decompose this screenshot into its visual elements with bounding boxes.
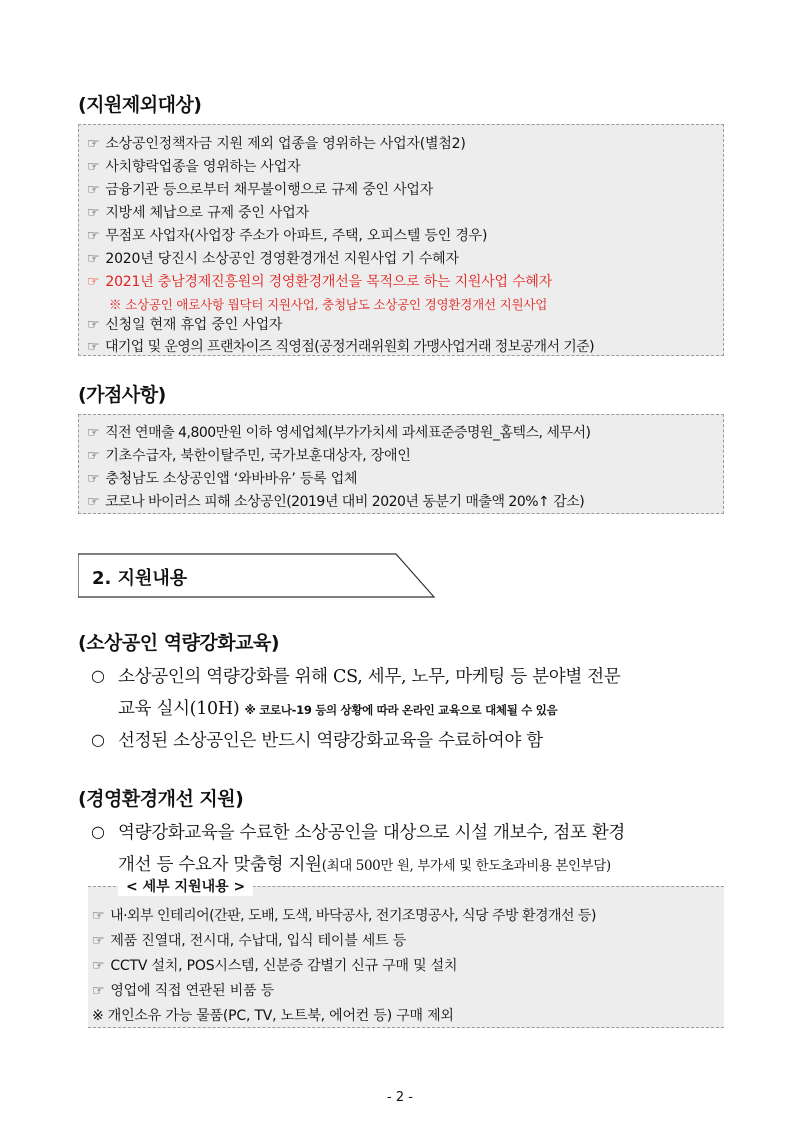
pointing-hand-icon: ☞ xyxy=(92,958,105,974)
training-paragraph-2: 선정된 소상공인은 반드시 역량강화교육을 수료하여야 함 xyxy=(118,731,543,751)
list-item: ☞ CCTV 설치, POS시스템, 신분증 감별기 신규 구매 및 설치 xyxy=(92,958,458,974)
pointing-hand-icon: ☞ xyxy=(87,159,100,175)
list-item: ☞ 기초수급자, 북한이탈주민, 국가보훈대상자, 장애인 xyxy=(87,448,411,464)
training-note: ※ 코로나-19 등의 상황에 따라 온라인 교육으로 대체될 수 있음 xyxy=(244,703,558,717)
pointing-hand-icon: ☞ xyxy=(87,136,100,152)
pointing-hand-icon: ☞ xyxy=(87,205,100,221)
bonus-box xyxy=(78,414,724,514)
section-title-tab xyxy=(78,553,431,597)
red-note: ※ 소상공인 애로사항 뭡닥터 지원사업, 충청남도 소상공인 경영환경개선 지원사업 xyxy=(109,297,548,312)
circle-bullet-icon: ○ xyxy=(91,666,105,685)
improvement-paragraph-line2: 개선 등 수요자 맞춤형 지원(최대 500만 원, 부가세 및 한도초과비용 본인부담) xyxy=(118,855,611,875)
list-item: ☞ 신청일 현재 휴업 중인 사업자 xyxy=(87,317,283,333)
list-item-highlight: ☞ 2021년 충남경제진흥원의 경영환경개선을 목적으로 하는 지원사업 수혜자 xyxy=(87,274,553,290)
list-item: ☞ 소상공인정책자금 지원 제외 업종을 영위하는 사업자(별첨2) xyxy=(87,136,466,152)
improvement-heading: (경영환경개선 지원) xyxy=(78,788,244,810)
pointing-hand-icon: ☞ xyxy=(87,448,100,464)
improvement-note: (최대 500만 원, 부가세 및 한도초과비용 본인부담) xyxy=(321,858,611,874)
circle-bullet-icon: ○ xyxy=(91,822,105,841)
training-paragraph-line2: 교육 실시(10H) ※ 코로나-19 등의 상황에 따라 온라인 교육으로 대체될 수 있음 xyxy=(118,699,558,719)
pointing-hand-icon: ☞ xyxy=(92,983,105,999)
exclusion-heading: (지원제외대상) xyxy=(78,94,202,116)
list-item: ☞ 내·외부 인테리어(간판, 도배, 도색, 바닥공사, 전기조명공사, 식당 주방 환경개선 등) xyxy=(92,908,597,924)
pointing-hand-icon: ☞ xyxy=(92,933,105,949)
list-item: ☞ 제품 진열대, 전시대, 수납대, 입식 테이블 세트 등 xyxy=(92,933,407,949)
details-exclusion-note: ※ 개인소유 가능 물품(PC, TV, 노트북, 에어컨 등) 구매 제외 xyxy=(92,1008,454,1024)
list-item: ☞ 충청남도 소상공인앱 ‘와바바유’ 등록 업체 xyxy=(87,471,358,487)
pointing-hand-icon: ☞ xyxy=(87,471,100,487)
pointing-hand-icon: ☞ xyxy=(87,182,100,198)
list-item: ☞ 직전 연매출 4,800만원 이하 영세업체(부가가치세 과세표준증명원_홈텍스, 세무서) xyxy=(87,425,591,441)
list-item: ☞ 사치향락업종을 영위하는 사업자 xyxy=(87,159,301,175)
pointing-hand-icon: ☞ xyxy=(87,251,100,267)
details-title: < 세부 지원내용 > xyxy=(118,876,253,896)
section-title: 2. 지원내용 xyxy=(92,568,188,589)
list-item: ☞ 코로나 바이러스 피해 소상공인(2019년 대비 2020년 동분기 매출액 20%↑ 감소) xyxy=(87,494,585,510)
pointing-hand-icon: ☞ xyxy=(87,339,99,355)
pointing-hand-icon: ☞ xyxy=(87,317,100,333)
pointing-hand-icon: ☞ xyxy=(87,494,100,510)
list-item: ☞ 2020년 당진시 소상공인 경영환경개선 지원사업 기 수혜자 xyxy=(87,251,459,267)
exclusion-box xyxy=(78,124,724,356)
bonus-heading: (가점사항) xyxy=(78,384,166,406)
training-heading: (소상공인 역량강화교육) xyxy=(78,632,280,654)
list-item: ☞ 대기업 및 운영의 프랜차이즈 직영점(공정거래위원회 가맹사업거래 정보공개서 기준) xyxy=(87,339,594,355)
improvement-paragraph-line1: 역량강화교육을 수료한 소상공인을 대상으로 시설 개보수, 점포 환경 xyxy=(118,823,626,843)
training-paragraph-line1: 소상공인의 역량강화를 위해 CS, 세무, 노무, 마케팅 등 분야별 전문 xyxy=(118,667,621,687)
list-item: ☞ 금융기관 등으로부터 채무불이행으로 규제 중인 사업자 xyxy=(87,182,434,198)
circle-bullet-icon: ○ xyxy=(91,730,105,749)
page-number: - 2 - xyxy=(387,1090,413,1105)
pointing-hand-icon: ☞ xyxy=(87,228,100,244)
list-item: ☞ 지방세 체납으로 규제 중인 사업자 xyxy=(87,205,309,221)
list-item: ☞ 영업에 직접 연관된 비품 등 xyxy=(92,983,274,999)
pointing-hand-icon: ☞ xyxy=(87,274,100,290)
pointing-hand-icon: ☞ xyxy=(87,425,100,441)
pointing-hand-icon: ☞ xyxy=(92,908,105,924)
details-box xyxy=(88,879,724,1028)
list-item: ☞ 무점포 사업자(사업장 주소가 아파트, 주택, 오피스텔 등인 경우) xyxy=(87,228,488,244)
